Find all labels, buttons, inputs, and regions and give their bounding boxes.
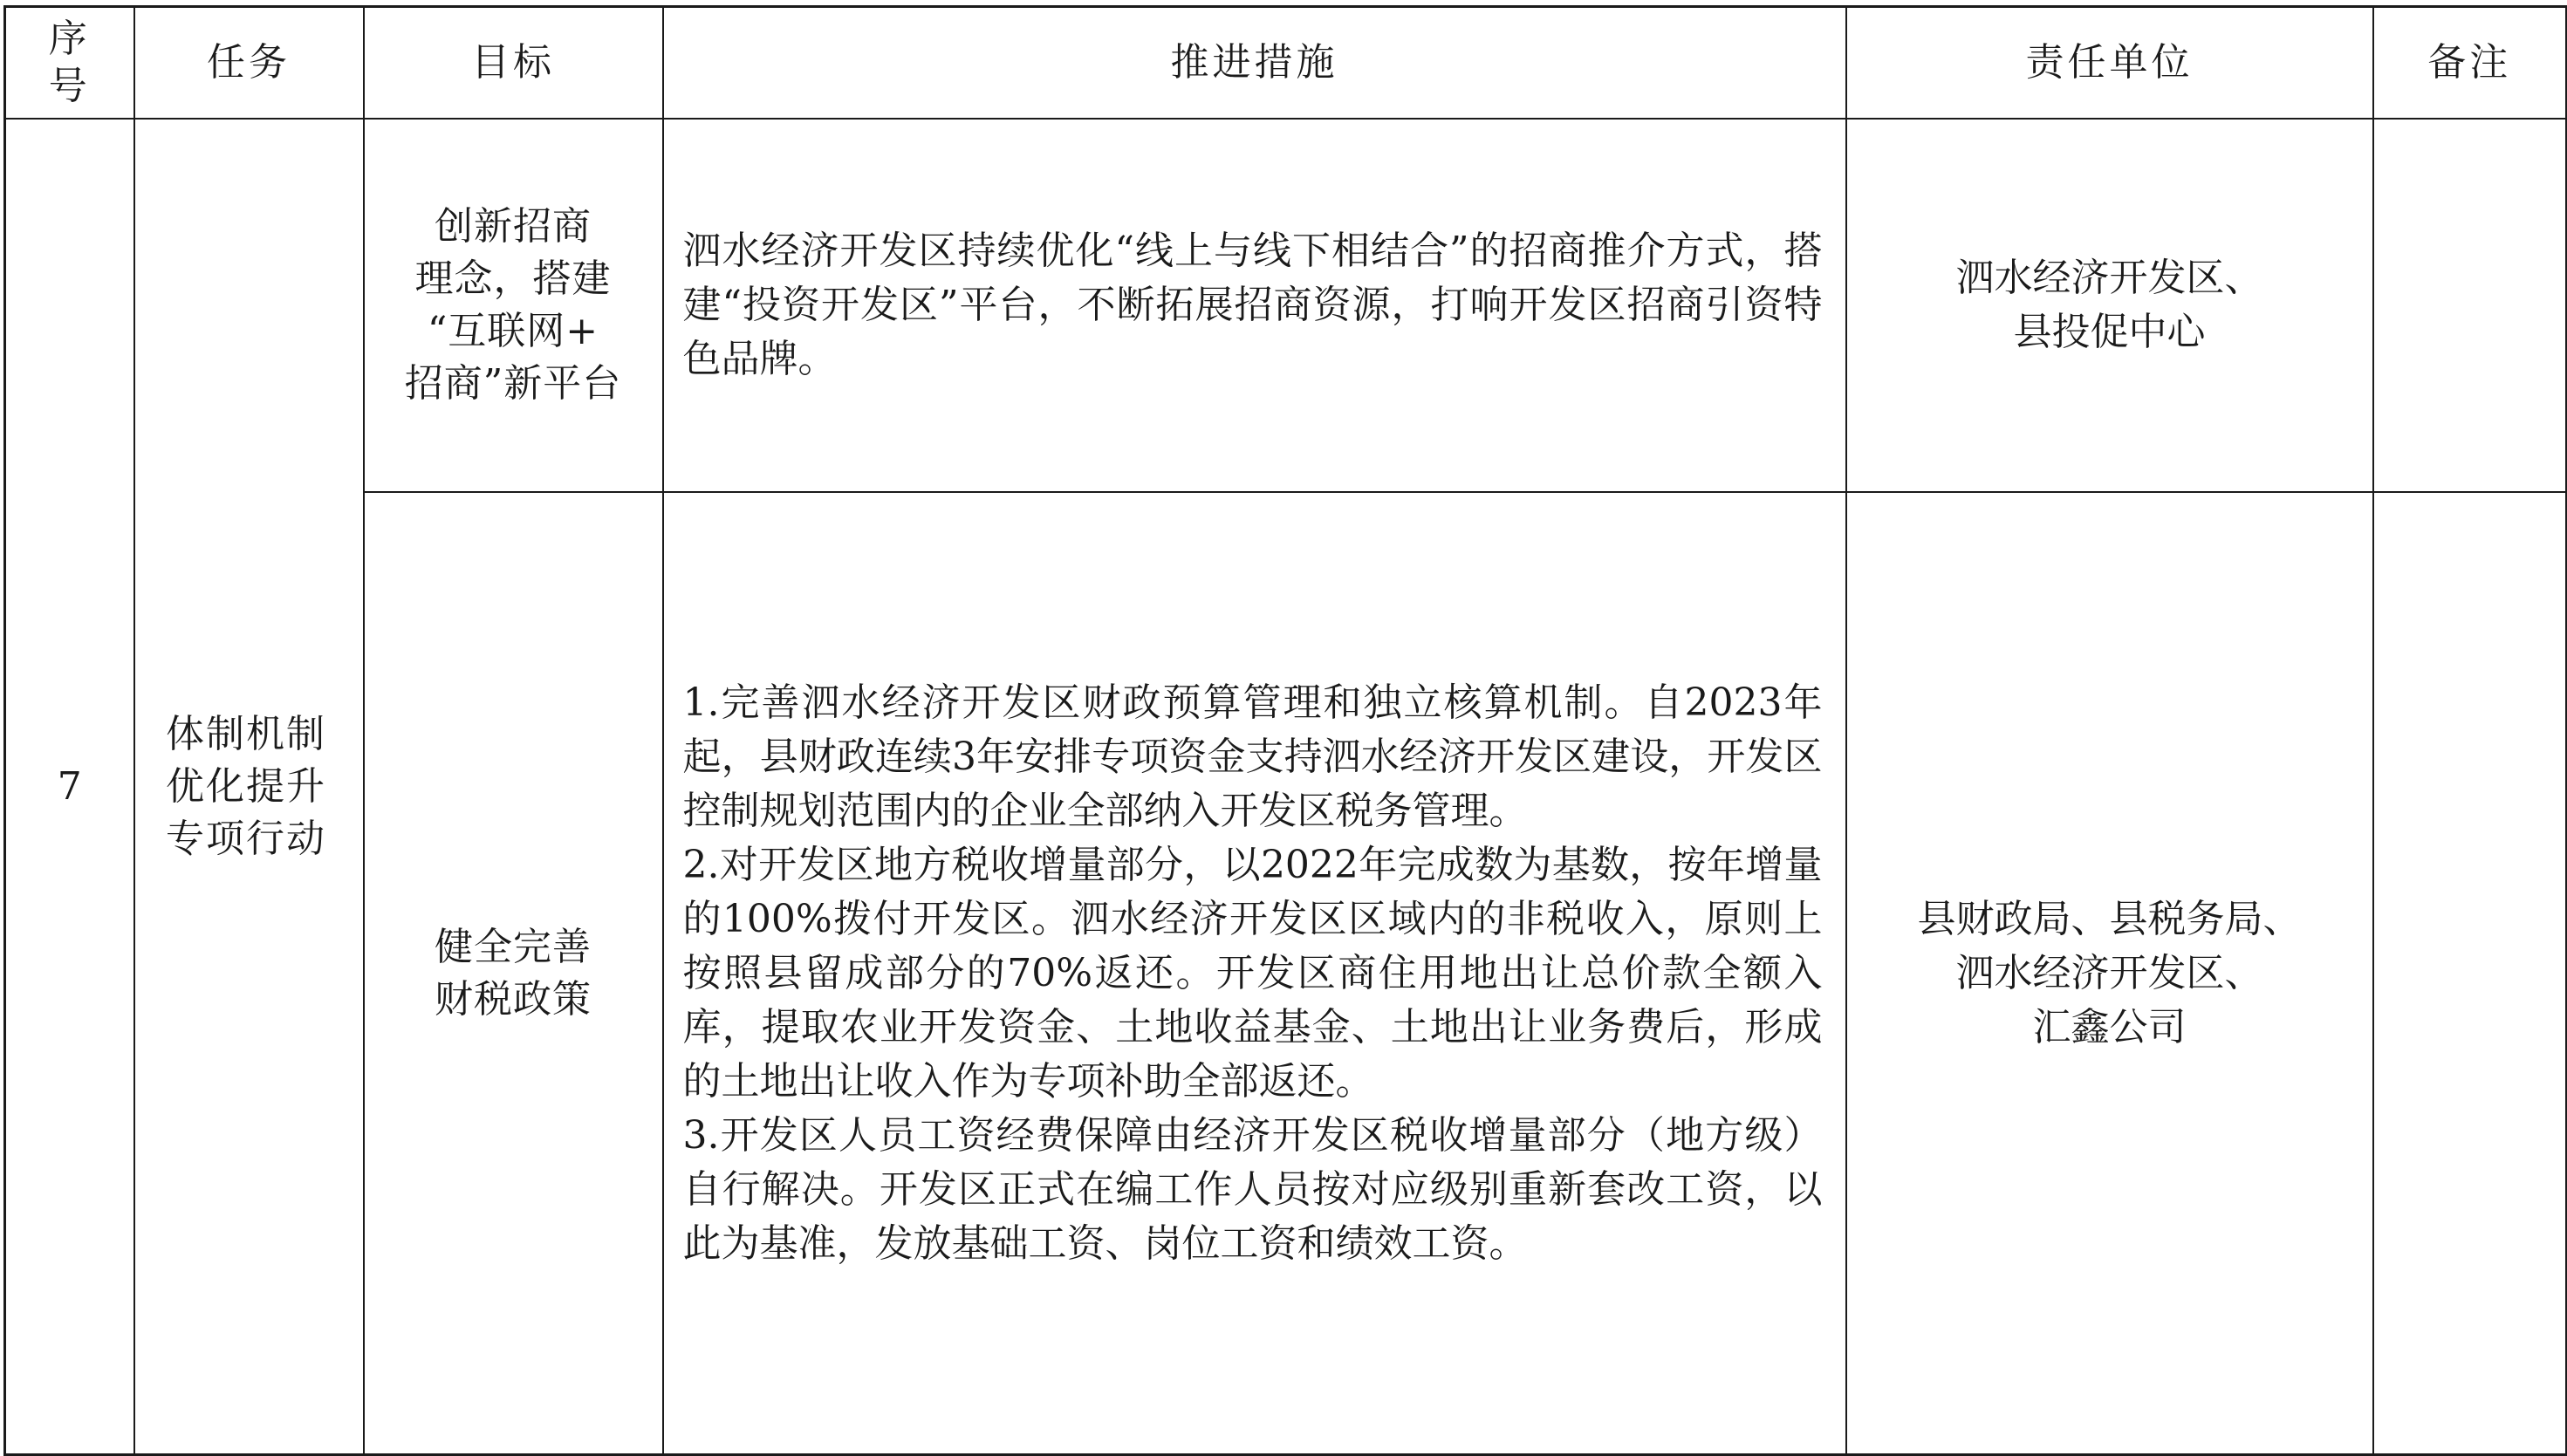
task-line: 优化提升 [166, 763, 326, 809]
table-row [5, 492, 2567, 1455]
header-note: 备注 [2373, 7, 2567, 120]
task-cell [134, 119, 364, 1455]
unit-line: 汇鑫公司 [2032, 1004, 2187, 1049]
measure-paragraph: 泗水经济开发区持续优化“线上与线下相结合”的招商推介方式，搭建“投资开发区”平台，不断拓展招商资源，打响开发区招商引资特色品牌。 [682, 229, 1823, 381]
header-seq [5, 7, 134, 120]
note-cell [2373, 119, 2567, 492]
measure-cell [663, 492, 1846, 1455]
policy-table [3, 5, 2567, 1456]
unit-line: 泗水经济开发区、 [1955, 256, 2263, 300]
seq-cell: 7 [5, 119, 134, 1455]
note-cell [2373, 492, 2567, 1455]
header-measure: 推进措施 [663, 7, 1846, 120]
goal-line: 财税政策 [435, 976, 592, 1022]
header-task: 任务 [134, 7, 364, 120]
table-row [5, 119, 2567, 492]
goal-line: 创新招商 [435, 204, 592, 249]
task-line: 专项行动 [166, 816, 326, 861]
header-seq-line2: 号 [48, 64, 91, 108]
header-unit: 责任单位 [1846, 7, 2373, 120]
goal-line: “互联网+ [427, 309, 599, 353]
measure-paragraph: 1.完善泗水经济开发区财政预算管理和独立核算机制。自2023年起，县财政连续3年安排专项资金支持泗水经济开发区建设，开发区控制规划范围内的企业全部纳入开发区税务管理。 [682, 680, 1823, 833]
unit-cell [1846, 119, 2373, 492]
measure-paragraph: 2.对开发区地方税收增量部分，以2022年完成数为基数，按年增量的100%拨付开发区。泗水经济开发区区域内的非税收入，原则上按照县留成部分的70%返还。开发区商住用地出让总价款全额入库，提取农业开发资金、土地收益基金、土地出让业务费后，形成的土地出让收入作为专项补助全部返还。 [682, 842, 1823, 1104]
measure-cell [663, 119, 1846, 492]
header-seq-line1: 序 [48, 17, 91, 61]
unit-line: 县投促中心 [2013, 310, 2206, 354]
goal-line: 招商”新平台 [404, 361, 622, 406]
unit-line: 县财政局、县税务局、 [1917, 896, 2302, 941]
header-row [5, 7, 2567, 120]
unit-line: 泗水经济开发区、 [1955, 950, 2263, 995]
goal-cell [364, 119, 663, 492]
goal-line: 健全完善 [435, 924, 592, 969]
goal-line: 理念，搭建 [414, 256, 612, 301]
goal-cell [364, 492, 663, 1455]
header-goal: 目标 [364, 7, 663, 120]
unit-cell [1846, 492, 2373, 1455]
task-line: 体制机制 [166, 711, 326, 756]
measure-paragraph: 3.开发区人员工资经费保障由经济开发区税收增量部分（地方级）自行解决。开发区正式在编工作人员按对应级别重新套改工资，以此为基准，发放基础工资、岗位工资和绩效工资。 [682, 1112, 1823, 1266]
